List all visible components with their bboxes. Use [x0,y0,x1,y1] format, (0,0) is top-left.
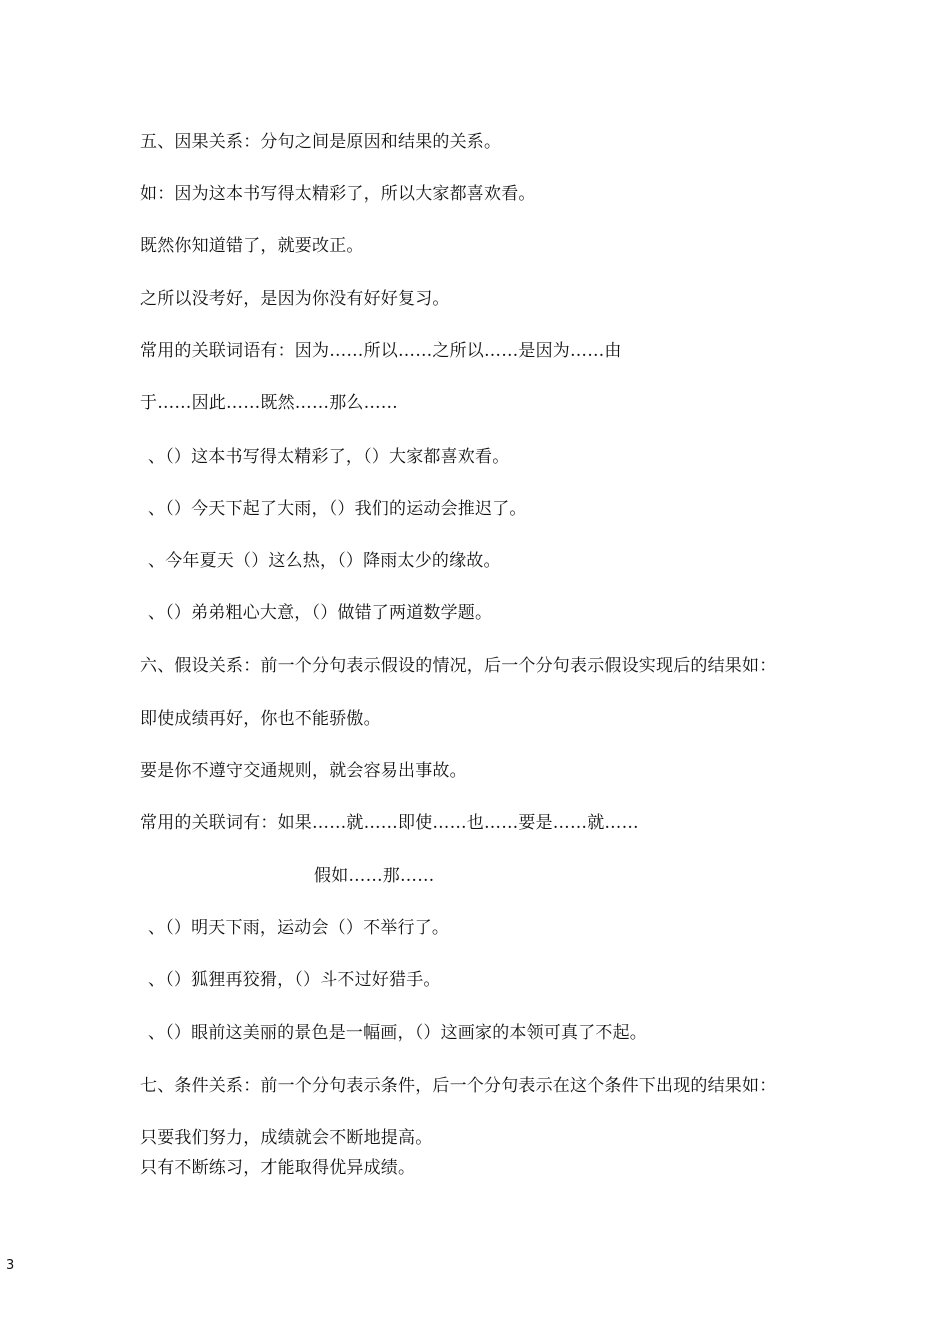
example-line: 如：因为这本书写得太精彩了，所以大家都喜欢看。 [140,184,536,204]
exercise-line: 、（）弟弟粗心大意，（）做错了两道数学题。 [148,603,493,623]
section-heading-hypothetical: 六、假设关系：前一个分句表示假设的情况，后一个分句表示假设实现后的结果如： [140,656,777,676]
exercise-line: 、（）这本书写得太精彩了，（）大家都喜欢看。 [148,447,510,467]
section-heading-conditional: 七、条件关系：前一个分句表示条件，后一个分句表示在这个条件下出现的结果如： [140,1076,777,1096]
example-line: 既然你知道错了，就要改正。 [140,236,364,256]
example-line: 之所以没考好，是因为你没有好好复习。 [140,289,450,309]
exercise-line: 、（）今天下起了大雨，（）我们的运动会推迟了。 [148,499,527,519]
conjunction-list-line: 常用的关联词语有：因为……所以……之所以……是因为……由 [140,341,622,361]
example-line: 即使成绩再好，你也不能骄傲。 [140,709,381,729]
exercise-line: 、今年夏天（）这么热，（）降雨太少的缘故。 [148,551,501,571]
page-number: 3 [6,1258,15,1273]
conjunction-list-line: 常用的关联词有：如果……就……即使……也……要是……就…… [140,813,639,833]
exercise-line: 、（）眼前这美丽的景色是一幅画，（）这画家的本领可真了不起。 [148,1023,647,1043]
exercise-line: 、（）明天下雨，运动会（）不举行了。 [148,918,450,938]
conjunction-list-line: 于……因此……既然……那么…… [140,393,398,413]
exercise-line: 、（）狐狸再狡猾，（）斗不过好猎手。 [148,970,441,990]
example-line: 只有不断练习，才能取得优异成绩。 [140,1158,416,1178]
example-line: 只要我们努力，成绩就会不断地提高。 [140,1128,433,1148]
section-heading-causal: 五、因果关系：分句之间是原因和结果的关系。 [140,132,502,152]
example-line: 要是你不遵守交通规则，就会容易出事故。 [140,761,467,781]
conjunction-list-line: 假如……那…… [314,866,435,886]
